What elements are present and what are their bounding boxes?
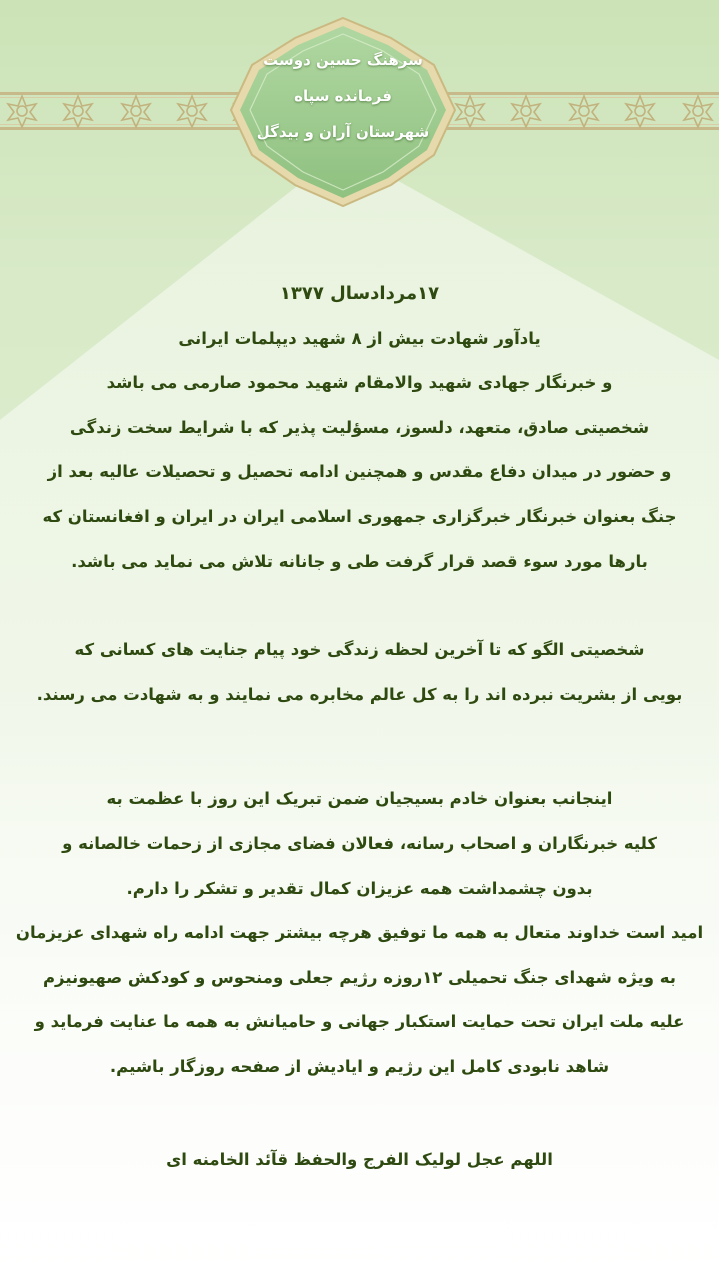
message-line: شخصیتی صادق، متعهد، دلسوز، مسؤلیت پذیر که با شرایط سخت زندگی <box>69 417 650 437</box>
header-location: شهرستان آران و بیدگل <box>256 123 430 141</box>
message-line: کلیه خبرنگاران و اصحاب رسانه، فعالان فضای مجازی از زحمات خالصانه و <box>62 833 657 853</box>
message-line: بدون چشمداشت همه عزیزان کمال تقدیر و تشکر را دارم. <box>126 878 593 898</box>
message-body <box>14 272 705 1182</box>
message-line: یادآور شهادت بیش از ۸ شهید دیپلمات ایرانی <box>178 328 541 348</box>
message-line: شاهد نابودی کامل این رژیم و ایادیش از صفحه روزگار باشیم. <box>109 1056 610 1076</box>
message-line: شخصیتی الگو که تا آخرین لحظه زندگی خود پیام جنایت های کسانی که <box>74 640 645 660</box>
message-line: امید است خداوند متعال به همه ما توفیق هرچه بیشتر جهت ادامه راه شهدای عزیزمان <box>15 923 704 943</box>
message-line: به ویژه شهدای جنگ تحمیلی ۱۲روزه رژیم جعلی ومنحوس و کودکش صهیونیزم <box>42 967 677 987</box>
message-line: اینجانب بعنوان خادم بسیجیان ضمن تبریک این روز با عظمت به <box>106 789 613 809</box>
header-position: فرمانده سپاه <box>294 87 392 105</box>
message-line: بارها مورد سوء قصد قرار گرفت طی و جانانه تلاش می نماید می باشد. <box>71 551 648 571</box>
message-date: ۱۷مردادسال ۱۳۷۷ <box>279 283 440 304</box>
message-line: بویی از بشریت نبرده اند را به کل عالم مخابره می نمایند و به شهادت می رسند. <box>36 684 683 704</box>
message-line: و حضور در میدان دفاع مقدس و همچنین ادامه تحصیل و تحصیلات عالیه بعد از <box>47 462 672 482</box>
header-text <box>243 42 443 150</box>
message-line: و خبرنگار جهادی شهید والامقام شهید محمود صارمی می باشد <box>106 373 613 393</box>
message-line: جنگ بعنوان خبرنگار خبرگزاری جمهوری اسلامی ایران در ایران و افغانستان که <box>42 506 677 526</box>
message-line: علیه ملت ایران تحت حمایت استکبار جهانی و حامیانش به همه ما عنایت فرماید و <box>34 1012 685 1032</box>
closing-prayer: اللهم عجل لولیک الفرج والحفظ قآئد الخامنه ای <box>166 1149 553 1169</box>
header-name: سرهنگ حسین دوست <box>263 51 423 69</box>
